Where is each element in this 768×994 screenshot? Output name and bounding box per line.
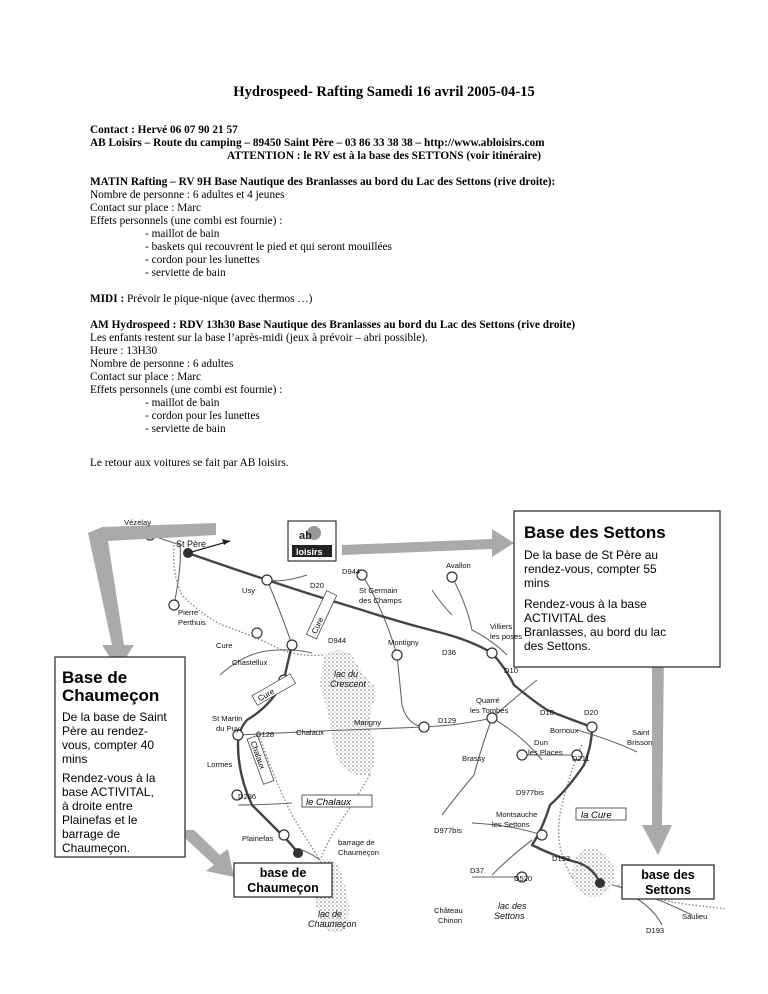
morning-people: Nombre de personne : 6 adultes et 4 jeunes (90, 189, 285, 201)
afternoon-item: - serviette de bain (145, 423, 226, 435)
svg-text:Cure: Cure (216, 641, 233, 650)
document-title: Hydrospeed- Rafting Samedi 16 avril 2005-04-15 (233, 84, 535, 100)
svg-text:D193: D193 (646, 926, 665, 935)
svg-text:Montigny: Montigny (388, 638, 419, 647)
morning-contact: Contact sur place : Marc (90, 202, 202, 214)
svg-text:la Cure: la Cure (581, 810, 612, 821)
svg-text:mins: mins (62, 752, 88, 766)
road (397, 655, 424, 727)
svg-text:D520: D520 (514, 874, 533, 883)
svg-text:lac du: lac du (334, 669, 359, 679)
svg-text:le Chalaux: le Chalaux (306, 797, 351, 808)
svg-text:D977bis: D977bis (516, 788, 544, 797)
road (267, 580, 292, 645)
svg-text:les Places: les Places (528, 748, 563, 757)
svg-text:D944: D944 (342, 567, 361, 576)
arrow-down-settons (642, 653, 672, 855)
chaumecon-info-box (55, 657, 185, 857)
afternoon-item: - cordon pour les lunettes (145, 410, 260, 422)
svg-text:les Tombes: les Tombes (470, 706, 509, 715)
ab-loisirs-logo (288, 521, 336, 561)
svg-text:Quarré: Quarré (476, 696, 500, 705)
arrow-to-settons (342, 529, 514, 557)
afternoon-item: - maillot de bain (145, 397, 220, 409)
svg-text:Chaumeçon.: Chaumeçon. (62, 841, 131, 855)
svg-text:D129: D129 (438, 716, 457, 725)
settons-marker (595, 878, 605, 888)
svg-text:Saulieu: Saulieu (682, 912, 708, 921)
svg-text:Perthuis: Perthuis (178, 618, 206, 627)
svg-text:Château: Château (434, 906, 463, 915)
contact-line: Contact : Hervé 06 07 90 21 57 (90, 124, 238, 136)
midday-text: Prévoir le pique-nique (avec thermos …) (124, 293, 313, 305)
svg-text:Brisson: Brisson (627, 738, 653, 747)
afternoon-effects: Effets personnels (une combi est fournie) : (90, 384, 283, 396)
midday-line (90, 293, 312, 306)
afternoon-contact: Contact sur place : Marc (90, 371, 202, 383)
svg-text:De la base de Saint: De la base de Saint (62, 710, 167, 724)
svg-text:Chaumeçon: Chaumeçon (338, 848, 379, 857)
svg-text:D211: D211 (572, 754, 590, 763)
svg-text:Pierre: Pierre (178, 608, 199, 617)
svg-text:Chinon: Chinon (438, 916, 463, 925)
svg-text:base des: base des (641, 868, 695, 882)
morning-effects: Effets personnels (une combi est fournie) : (90, 215, 283, 227)
svg-text:Base de: Base de (62, 668, 128, 687)
svg-text:base de: base de (259, 866, 307, 880)
arrow-down-chaumecon (182, 830, 234, 877)
morning-item: - baskets qui recouvrent le pied et qui seront mouillées (145, 241, 392, 253)
morning-item: - cordon pour les lunettes (145, 254, 260, 266)
svg-text:D20: D20 (584, 708, 598, 717)
svg-text:Brassy: Brassy (462, 754, 486, 763)
svg-text:Père au rendez-: Père au rendez- (62, 724, 149, 738)
svg-text:D20: D20 (310, 581, 324, 590)
base-settons-label (622, 865, 714, 899)
svg-text:Settons: Settons (494, 911, 525, 921)
settons-info-box (514, 511, 720, 667)
svg-text:ab: ab (299, 530, 312, 542)
svg-text:vous, compter 40: vous, compter 40 (62, 738, 155, 752)
svg-text:lac des: lac des (498, 901, 527, 911)
svg-text:D236: D236 (238, 792, 257, 801)
midday-label: MIDI : (90, 293, 125, 305)
svg-text:Plainefas: Plainefas (242, 834, 274, 843)
svg-text:Cure: Cure (309, 615, 326, 636)
return-note: Le retour aux voitures se fait par AB loisirs. (90, 457, 289, 469)
svg-text:Rendez-vous à la: Rendez-vous à la (62, 771, 156, 785)
svg-text:les poses: les poses (490, 632, 523, 641)
svg-text:Rendez-vous à la base: Rendez-vous à la base (524, 597, 647, 611)
svg-text:Chalaux: Chalaux (248, 739, 267, 771)
morning-item: - serviette de bain (145, 267, 226, 279)
svg-text:Chaumeçon: Chaumeçon (247, 881, 319, 895)
svg-text:Usy: Usy (242, 586, 256, 595)
svg-text:Chaumeçon: Chaumeçon (308, 919, 357, 929)
svg-text:D36: D36 (442, 648, 456, 657)
svg-text:Dun: Dun (534, 738, 548, 747)
svg-text:Bornoux: Bornoux (550, 726, 579, 735)
road (267, 575, 307, 581)
svg-text:Crescent: Crescent (330, 679, 367, 689)
svg-text:Branlasses, au bord du lac: Branlasses, au bord du lac (524, 625, 667, 639)
road (238, 803, 292, 805)
road (452, 577, 507, 655)
svg-text:les Settons: les Settons (492, 820, 530, 829)
afternoon-kids: Les enfants restent sur la base l’après-midi (jeux à prévoir – abri possible). (90, 332, 428, 344)
afternoon-heading: AM Hydrospeed : RDV 13h30 Base Nautique des Branlasses au bord du Lac des Settons (rive droite) (90, 319, 576, 331)
chaumecon-marker (293, 848, 303, 858)
ab-loisirs-line: AB Loisirs – Route du camping – 89450 Saint Père – 03 86 33 38 38 – http://www.abloisirs.com (90, 137, 545, 149)
svg-text:Chaumeçon: Chaumeçon (62, 686, 160, 705)
svg-text:des Champs: des Champs (359, 596, 402, 605)
svg-text:barrage de: barrage de (338, 838, 375, 847)
morning-item: - maillot de bain (145, 228, 220, 240)
svg-text:St Père: St Père (176, 539, 207, 549)
afternoon-time: Heure : 13H30 (90, 345, 158, 357)
svg-text:ACTIVITAL des: ACTIVITAL des (524, 611, 607, 625)
base-chaumecon-label (234, 863, 332, 897)
afternoon-people: Nombre de personne : 6 adultes (90, 358, 234, 370)
svg-text:Montsauche: Montsauche (496, 810, 538, 819)
svg-text:Cure: Cure (256, 686, 276, 704)
svg-text:lac de: lac de (318, 909, 343, 919)
svg-text:Chastellux: Chastellux (232, 658, 268, 667)
svg-text:des Settons.: des Settons. (524, 639, 591, 653)
svg-text:rendez-vous, compter 55: rendez-vous, compter 55 (524, 562, 657, 576)
road (432, 590, 452, 615)
svg-text:D10: D10 (504, 666, 518, 675)
svg-text:base ACTIVITAL,: base ACTIVITAL, (62, 785, 154, 799)
morning-heading: MATIN Rafting – RV 9H Base Nautique des Branlasses au bord du Lac des Settons (rive droite): (90, 176, 556, 188)
road (492, 840, 532, 875)
svg-text:D128: D128 (256, 730, 275, 739)
itinerary-map (52, 505, 726, 937)
svg-text:D37: D37 (470, 866, 484, 875)
svg-text:Vézelay: Vézelay (124, 518, 152, 527)
svg-text:mins: mins (524, 576, 550, 590)
svg-text:Lormes: Lormes (207, 760, 233, 769)
road (442, 718, 492, 815)
svg-text:loisirs: loisirs (296, 547, 323, 557)
svg-text:Saint: Saint (632, 728, 650, 737)
svg-text:à droite entre: à droite entre (62, 799, 133, 813)
svg-text:D193: D193 (552, 854, 571, 863)
svg-text:Base des Settons: Base des Settons (524, 523, 666, 542)
svg-text:D977bis: D977bis (434, 826, 462, 835)
svg-text:St Germain: St Germain (359, 586, 398, 595)
svg-text:barrage de: barrage de (62, 827, 121, 841)
svg-text:Plainefas et le: Plainefas et le (62, 813, 138, 827)
attention-line: ATTENTION : le RV est à la base des SETTONS (voir itinéraire) (227, 150, 541, 162)
svg-text:D10: D10 (540, 708, 554, 717)
svg-text:D944: D944 (328, 636, 347, 645)
svg-text:Chalaux: Chalaux (296, 728, 324, 737)
svg-text:Avallon: Avallon (446, 561, 471, 570)
svg-text:St Martin: St Martin (212, 714, 243, 723)
svg-text:Villiers: Villiers (490, 622, 513, 631)
road (174, 545, 180, 605)
svg-text:Settons: Settons (645, 883, 691, 897)
svg-text:Marigny: Marigny (354, 718, 382, 727)
svg-text:De la base de St Père au: De la base de St Père au (524, 548, 659, 562)
svg-text:du Puy: du Puy (216, 724, 240, 733)
